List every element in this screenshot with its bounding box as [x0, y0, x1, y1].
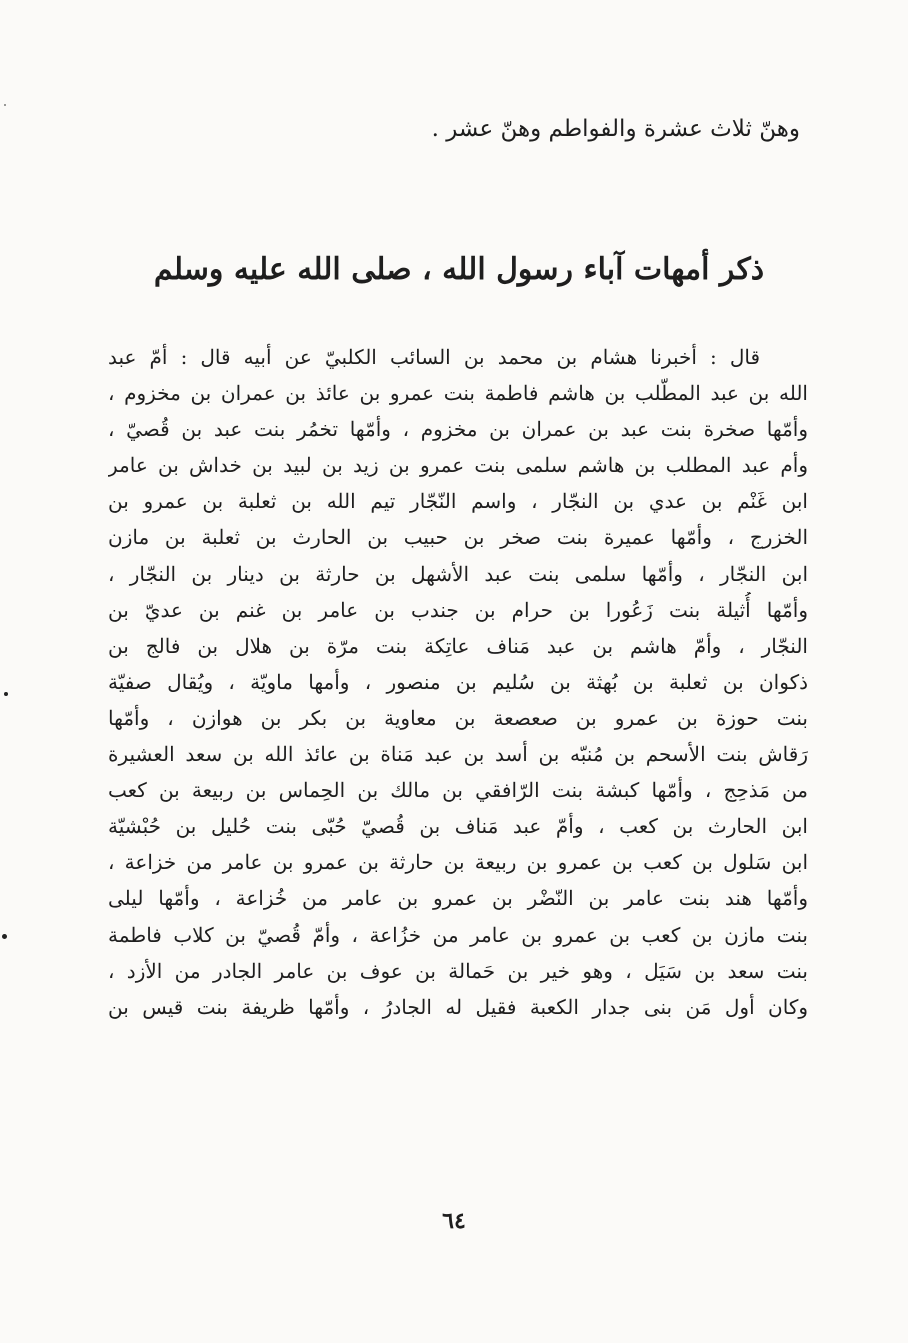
section-heading: ذكر أمهات آباء رسول الله ، صلى الله عليه وسلم: [153, 252, 765, 287]
scan-speck: [4, 104, 6, 106]
page-number: ٦٤: [442, 1208, 466, 1234]
text-line: قال : أخبرنا هشام بن محمد بن السائب الكلبيّ عن أبيه قال : أمّ عبد: [108, 345, 761, 369]
text-line: ابن سَلول بن كعب بن عمرو بن ربيعة بن حارثة بن عمرو بن عامر من خزاعة ،: [108, 850, 808, 875]
scan-speck: [2, 934, 7, 939]
text-line: بنت سعد بن سَيَل ، وهو خير بن حَمالة بن عوف بن عامر الجادر من الأزد ،: [108, 958, 808, 983]
text-line: ابن الحارث بن كعب ، وأمّ عبد مَناف بن قُصيّ حُبّى بنت حُليل بن حُبْشيّة: [108, 814, 808, 839]
text-line: رَقاش بنت الأسحم بن مُنبّه بن أسد بن عبد مَناة بن عائذ الله بن سعد العشيرة: [108, 742, 808, 767]
text-line: ذكوان بن ثعلبة بن بُهثة بن سُليم بن منصور ، وأمها ماويّة ، ويُقال صفيّة: [108, 669, 808, 694]
text-line: وأمّها هند بنت عامر بن النّضْر بن عمرو بن عامر من خُزاعة ، وأمّها ليلى: [108, 886, 808, 911]
text-line: من مَذحِج ، وأمّها كبشة بنت الرّافقي بن مالك بن الحِماس بن ربيعة بن كعب: [108, 778, 808, 803]
continued-text-line: وهنّ ثلاث عشرة والفواطم وهنّ عشر .: [431, 116, 800, 142]
text-line: ابن النجّار ، وأمّها سلمى بنت عبد الأشهل بن حارثة بن دينار بن النجّار ،: [108, 561, 808, 586]
text-line: الخزرج ، وأمّها عميرة بنت صخر بن حبيب بن الحارث بن ثعلبة بن مازن: [108, 525, 808, 550]
text-line: وأمّها صخرة بنت عبد بن عمران بن مخزوم ، وأمّها تخمُر بنت عبد بن قُصيّ ،: [108, 417, 808, 442]
body-paragraph: [108, 339, 808, 1025]
text-line: وكان أول مَن بنى جدار الكعبة فقيل له الجادرُ ، وأمّها ظريفة بنت قيس بن: [108, 994, 808, 1019]
text-line: وأمّها أُثيلة بنت زَعُورا بن حرام بن جندب بن عامر بن غنم بن عديّ بن: [108, 597, 808, 622]
scan-speck: [4, 692, 8, 696]
text-line: بنت حوزة بن عمرو بن صعصعة بن معاوية بن بكر بن هوازن ، وأمّها: [108, 705, 808, 730]
text-line: النجّار ، وأمّ هاشم بن عبد مَناف عاتِكة بنت مرّة بن هلال بن فالج بن: [108, 633, 808, 658]
text-line: ابن غَنْم بن عدي بن النجّار ، واسم النّجّار تيم الله بن ثعلبة بن عمرو بن: [108, 489, 808, 514]
text-line: وأم عبد المطلب بن هاشم سلمى بنت عمرو بن زيد بن لبيد بن خداش بن عامر: [108, 453, 808, 478]
text-line: بنت مازن بن كعب بن عمرو بن عامر من خزُاعة ، وأمّ قُصيّ بن كلاب فاطمة: [108, 922, 808, 947]
text-line: الله بن عبد المطّلب بن هاشم فاطمة بنت عمرو بن عائذ بن عمران بن مخزوم ،: [108, 381, 808, 406]
